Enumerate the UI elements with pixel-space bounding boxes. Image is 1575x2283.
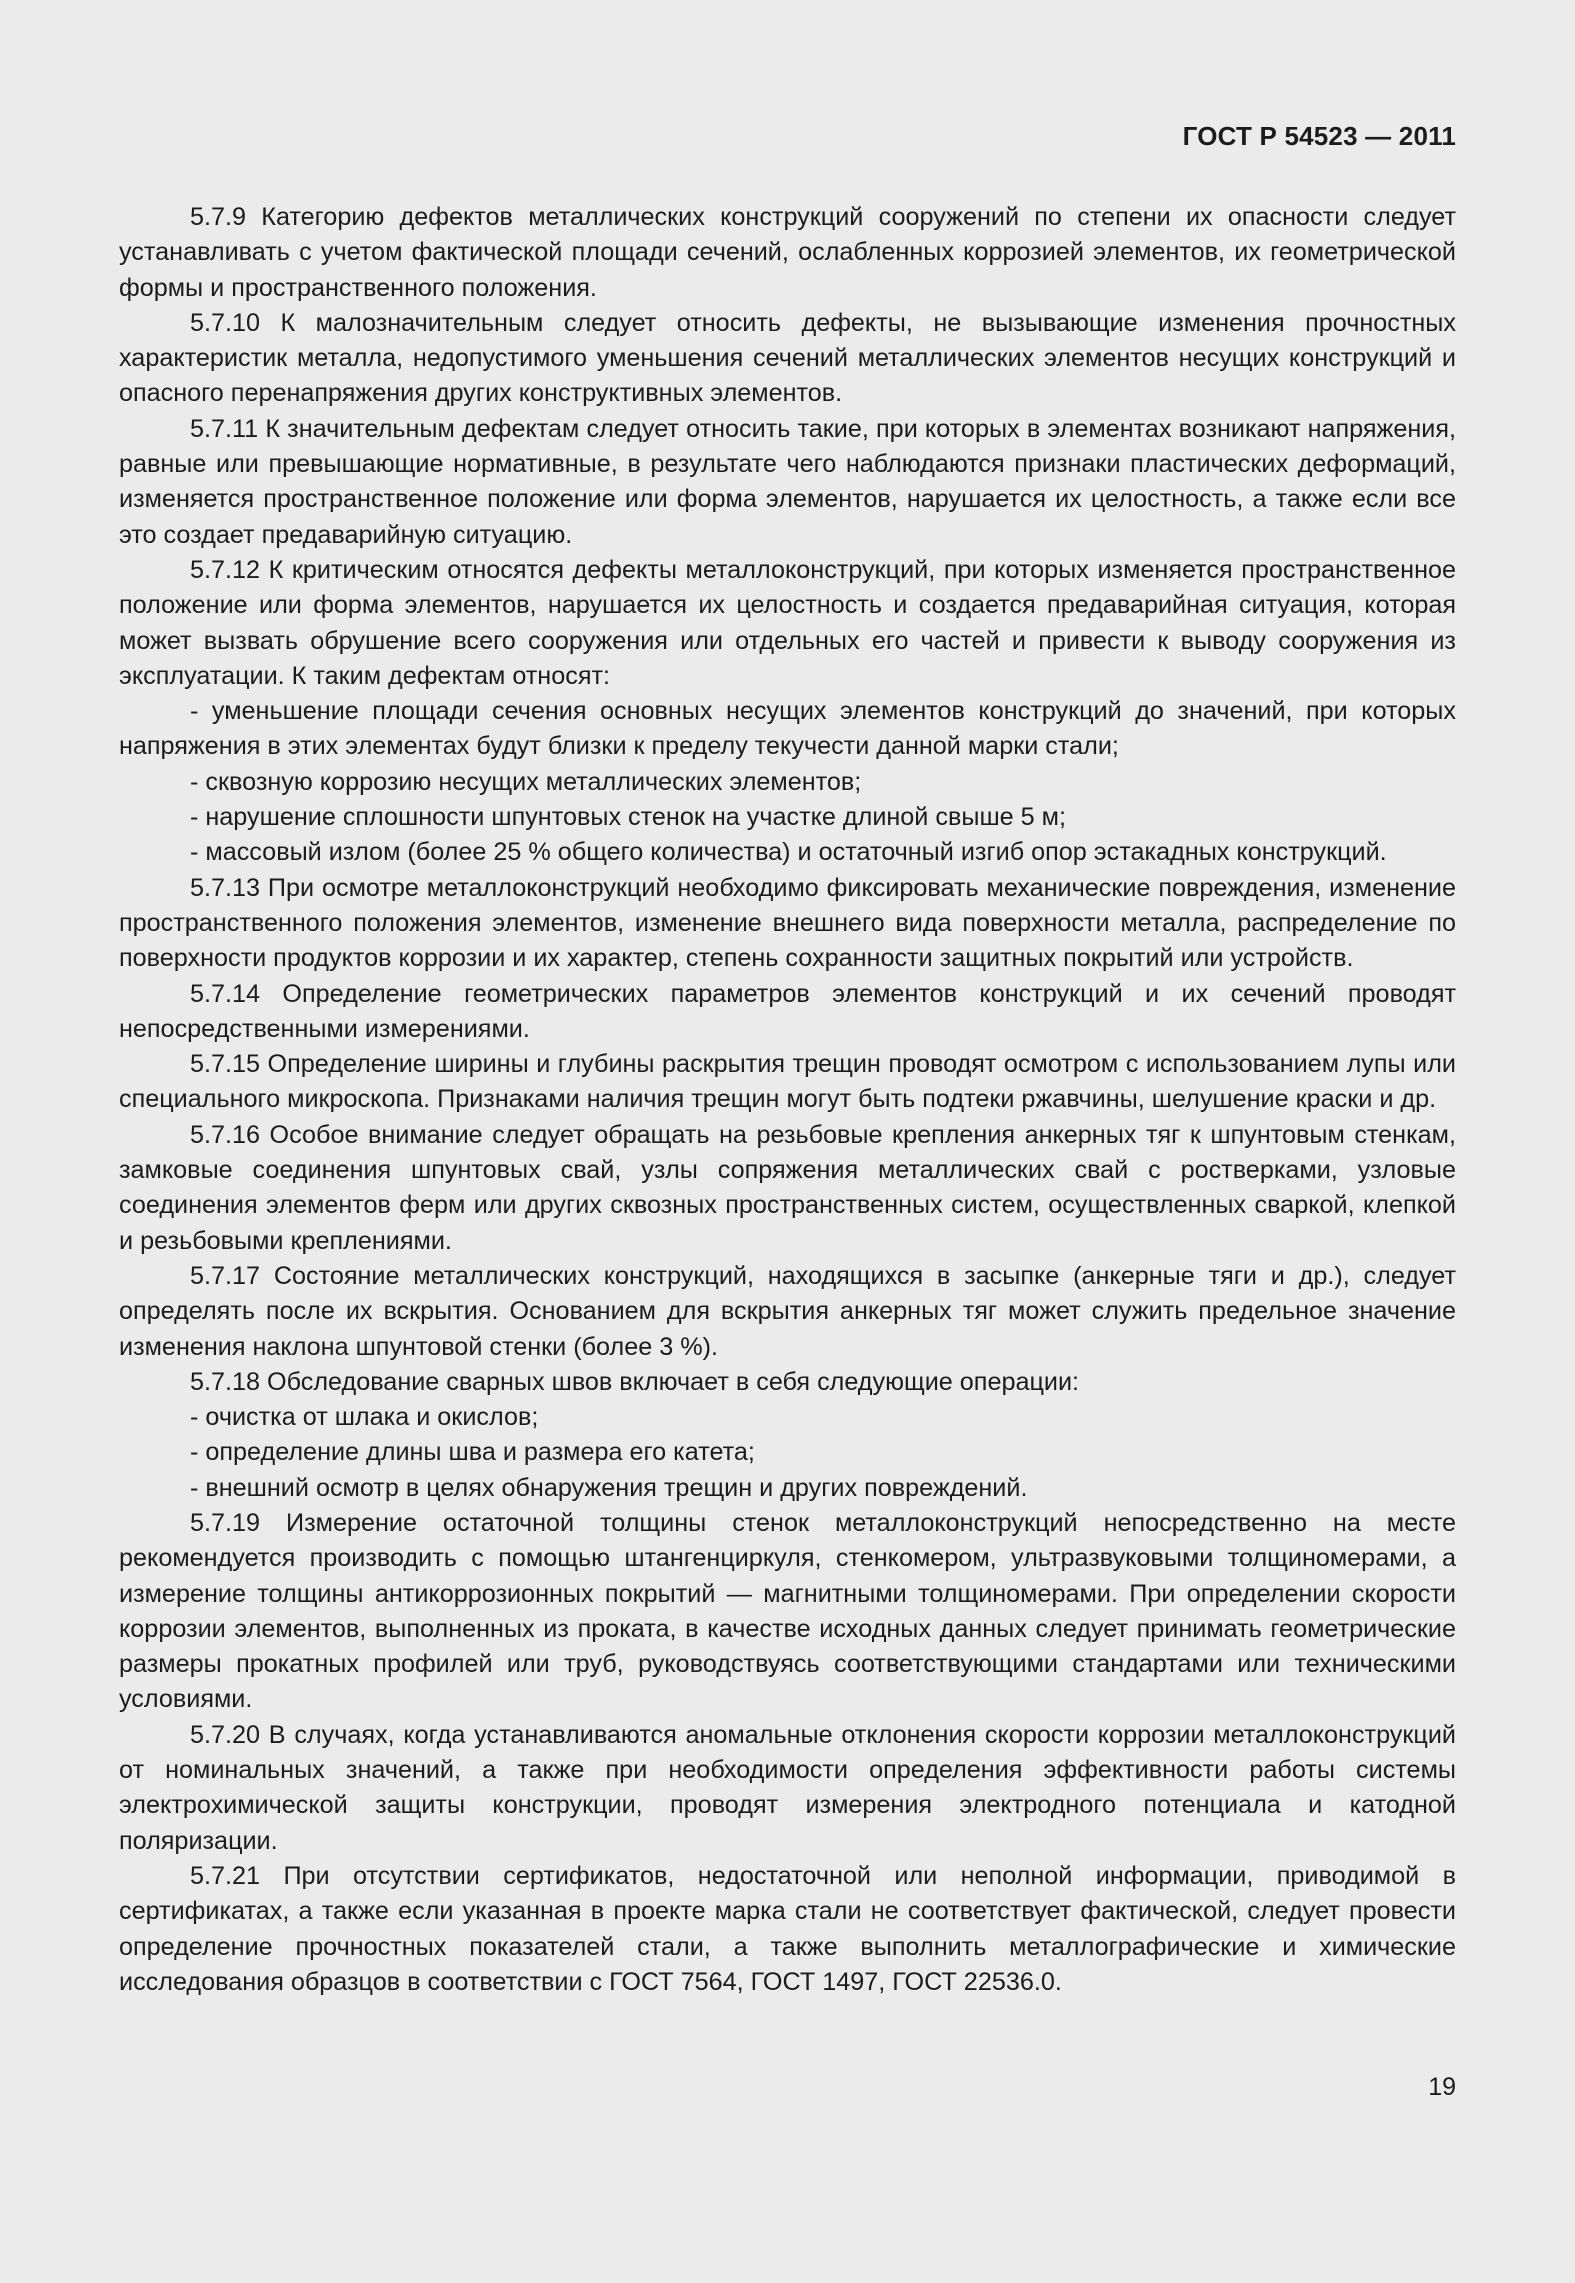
list-item: - массовый излом (более 25 % общего количества) и остаточный изгиб опор эстакадных конструкций.	[190, 838, 1387, 867]
list-item: - внешний осмотр в целях обнаружения трещин и других повреждений.	[190, 1473, 1028, 1502]
paragraph-5-7-9: 5.7.9 Категорию дефектов металлических конструкций сооружений по степени их опасности следует устанавливать с учетом фактической площади сечений, ослабленных коррозией элементов, их геометрической формы и пространственного положения.	[119, 203, 1456, 302]
paragraph-5-7-16: 5.7.16 Особое внимание следует обращать на резьбовые крепления анкерных тяг к шпунтовым стенкам, замковые соединения шпунтовых свай, узлы сопряжения металлических свай с ростверками, узловые соединения элементов ферм или других сквозных пространственных систем, осуществленных сваркой, клепкой и резьбовыми креплениями.	[119, 1120, 1456, 1255]
paragraph-5-7-13: 5.7.13 При осмотре металлоконструкций необходимо фиксировать механические повреждения, изменение пространственного положения элементов, изменение внешнего вида поверхности металла, распределение по поверхности продуктов коррозии и их характер, степень сохранности защитных покрытий или устройств.	[119, 873, 1456, 973]
paragraph-5-7-10: 5.7.10 К малозначительным следует относить дефекты, не вызывающие изменения прочностных характеристик металла, недопустимого уменьшения сечений металлических элементов несущих конструкций и опасного перенапряжения других конструктивных элементов.	[119, 308, 1456, 408]
list-item: - сквозную коррозию несущих металлических элементов;	[190, 767, 862, 796]
list-item: - очистка от шлака и окислов;	[190, 1403, 539, 1432]
document-body	[119, 200, 1456, 2000]
list-item: - уменьшение площади сечения основных несущих элементов конструкций до значений, при которых напряжения в этих элементах будут близки к пределу текучести данной марки стали;	[119, 697, 1456, 761]
document-header: ГОСТ Р 54523 — 2011	[1182, 121, 1456, 151]
list-item: - нарушение сплошности шпунтовых стенок на участке длиной свыше 5 м;	[190, 803, 1066, 832]
paragraph-5-7-11: 5.7.11 К значительным дефектам следует относить такие, при которых в элементах возникают напряжения, равные или превышающие нормативные, в результате чего наблюдаются признаки пластических деформаций, изменяется пространственное положение или форма элементов, нарушается их целостность, а также если все это создает предаварийную ситуацию.	[119, 414, 1456, 549]
paragraph-5-7-14: 5.7.14 Определение геометрических параметров элементов конструкций и их сечений проводят непосредственными измерениями.	[119, 979, 1456, 1043]
paragraph-5-7-21: 5.7.21 При отсутствии сертификатов, недостаточной или неполной информации, приводимой в сертификатах, а также если указанная в проекте марка стали не соответствует фактической, следует провести определение прочностных показателей стали, а также выполнить металлографические и химические исследования образцов в соответствии с ГОСТ 7564, ГОСТ 1497, ГОСТ 22536.0.	[119, 1861, 1456, 1996]
page-number: 19	[1428, 2073, 1456, 2101]
paragraph-5-7-15: 5.7.15 Определение ширины и глубины раскрытия трещин проводят осмотром с использованием лупы или специального микроскопа. Признаками наличия трещин могут быть подтеки ржавчины, шелушение краски и др.	[119, 1050, 1456, 1114]
paragraph-5-7-17: 5.7.17 Состояние металлических конструкций, находящихся в засыпке (анкерные тяги и др.), следует определять после их вскрытия. Основанием для вскрытия анкерных тяг может служить предельное значение изменения наклона шпунтовой стенки (более 3 %).	[119, 1261, 1456, 1361]
paragraph-5-7-18: 5.7.18 Обследование сварных швов включает в себя следующие операции:	[190, 1367, 1080, 1396]
list-item: - определение длины шва и размера его катета;	[190, 1438, 755, 1467]
paragraph-5-7-19: 5.7.19 Измерение остаточной толщины стенок металлоконструкций непосредственно на месте рекомендуется производить с помощью штангенциркуля, стенкомером, ультразвуковыми толщиномерами, а измерение толщины антикоррозионных покрытий — магнитными толщиномерами. При определении скорости коррозии элементов, выполненных из проката, в качестве исходных данных следует принимать геометрические размеры прокатных профилей или труб, руководствуясь соответствующими стандартами или техническими условиями.	[119, 1508, 1456, 1714]
paragraph-5-7-20: 5.7.20 В случаях, когда устанавливаются аномальные отклонения скорости коррозии металлоконструкций от номинальных значений, а также при необходимости определения эффективности работы системы электрохимической защиты конструкции, проводят измерения электродного потенциала и катодной поляризации.	[119, 1720, 1456, 1855]
paragraph-5-7-12: 5.7.12 К критическим относятся дефекты металлоконструкций, при которых изменяется пространственное положение или форма элементов, нарушается их целостность и создается предаварийная ситуация, которая может вызвать обрушение всего сооружения или отдельных его частей и привести к выводу сооружения из эксплуатации. К таким дефектам относят:	[119, 555, 1456, 690]
